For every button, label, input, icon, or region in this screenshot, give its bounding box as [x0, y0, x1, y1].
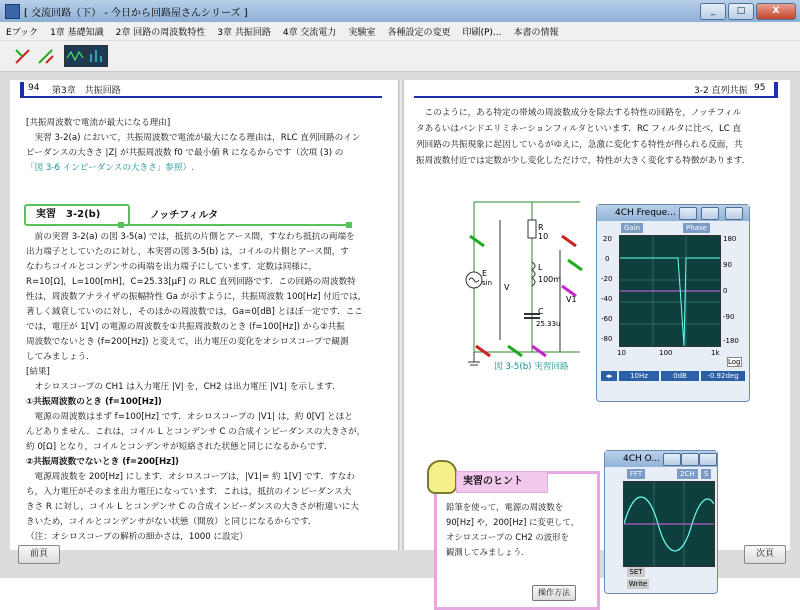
- menu-chapter-3[interactable]: 3章 共振回路: [217, 27, 271, 38]
- body-line: 出力端子としていたのに対し，本実習の図 3-5(b) は，コイルの片側とアース間，す: [26, 247, 349, 257]
- label-c-value: 25.33u: [536, 320, 561, 328]
- y-label: 0: [605, 255, 610, 263]
- analyzer-left-arrow[interactable]: ◂▸: [601, 371, 617, 381]
- right-body-line: タあるいはバンドエリミネーションフィルタといいます．RC フィルタに比べ，LC 直: [416, 124, 742, 134]
- y2-label: -180: [723, 337, 739, 345]
- scope-maximize-button[interactable]: [681, 453, 699, 466]
- hint-line: 観測してみましょう．: [446, 547, 530, 557]
- tab-fft[interactable]: FFT: [627, 469, 645, 479]
- body-line: 約 0[Ω] となり，コイルとコンデンサが短絡された状態と同じになるからです．: [26, 442, 333, 452]
- label-l-value: 100m: [538, 275, 562, 284]
- y-label: 20: [603, 235, 612, 243]
- label-e-sin: sin: [482, 279, 493, 287]
- y-label: -20: [601, 275, 613, 283]
- body-line: 電源周波数を 200[Hz] にします．オシロスコープは，|V1|= 約 1[V] です．すなわ: [26, 472, 355, 482]
- menu-chapter-1[interactable]: 1章 基礎知識: [50, 27, 104, 38]
- window-title-bar[interactable]: [0, 0, 800, 23]
- reason-line-1: 実習 3-2(a) において，共振周波数で電流が最大になる理由は，RLC 直列回路のイン: [26, 133, 361, 143]
- body-line: きさ R に対し，コイル L とコンデンサ C の合成インピーダンスの大きさが桁違いに大: [26, 502, 359, 512]
- body-line: 周波数でないとき (f=200[Hz]) と変えて，出力電圧の変化をオシロスコープで観測: [26, 337, 349, 347]
- body-line: R=10[Ω]，L=100[mH]，C=25.33[μF] の RLC 直列回路です．この回路の周波数特: [26, 277, 356, 287]
- tab-2ch[interactable]: 2CH: [677, 469, 698, 479]
- operation-guide-button[interactable]: 操作方法: [532, 585, 576, 601]
- body-line: 電源の周波数はまず f=100[Hz] です．オシロスコープの |V1| は，約 0[V] とほと: [26, 412, 353, 422]
- label-v1: V1: [566, 295, 577, 304]
- oscilloscope-screen: [623, 481, 715, 567]
- jisshu-label: 実習 3-2(b): [24, 204, 130, 226]
- left-page-header: [10, 80, 398, 98]
- y-label: -60: [601, 315, 613, 323]
- right-body-line: このように，ある特定の帯域の周波数成分を除去する特性の回路を，ノッチフィル: [416, 108, 742, 118]
- hint-line: 鉛筆を使って，電源の周波数を: [446, 502, 564, 512]
- spectrum-icon[interactable]: [86, 45, 108, 67]
- body-line: 著しく減衰していのに対し，そのほかの周波数では，Ga=0[dB] とほぼ一定です．ここ: [26, 307, 363, 317]
- right-page-header: [404, 80, 790, 98]
- app-icon: [5, 4, 20, 19]
- hint-title: 実習のヒント: [456, 471, 548, 493]
- y2-label: 90: [723, 261, 732, 269]
- body-line: 前の実習 3-2(a) の図 3-5(a) では，抵抗の片側とアース間，すなわち抵抗の両端を: [26, 232, 355, 242]
- x-label: 10: [617, 349, 626, 357]
- case-2-heading: ②共振周波数でないとき (f=200[Hz]): [26, 457, 179, 467]
- y-label: -40: [601, 295, 613, 303]
- body-line: オシロスコープの CH1 は入力電圧 |V| を，CH2 は出力電圧 |V1| を示します．: [26, 382, 341, 392]
- maximize-button[interactable]: □: [728, 3, 754, 20]
- body-line: してみましょう．: [26, 352, 95, 362]
- tab-s[interactable]: S: [701, 469, 711, 479]
- analyzer-minimize-button[interactable]: [679, 207, 697, 220]
- analyzer-close-button[interactable]: [725, 207, 743, 220]
- frequency-analyzer-window[interactable]: [596, 204, 750, 402]
- readout-frequency: 10Hz: [619, 371, 659, 381]
- y2-label: -90: [723, 313, 735, 321]
- hint-line: オシロスコープの CH2 の波形を: [446, 532, 569, 542]
- log-toggle[interactable]: Log: [728, 358, 741, 366]
- menu-chapter-4[interactable]: 4章 交流電力: [282, 27, 337, 38]
- readout-gain: 0dB: [661, 371, 699, 381]
- analyzer-maximize-button[interactable]: [701, 207, 719, 220]
- right-body-line: 振周波数付近では定数が少し変化しただけで，特性が大きく変化する特徴があります．: [416, 156, 751, 166]
- tab-phase[interactable]: Phase: [683, 223, 710, 233]
- body-line: 性は，周波数アナライザの振幅特性 Ga が示すように，共振周波数 100[Hz] 付近では，: [26, 292, 367, 302]
- menu-ebook[interactable]: Eブック: [6, 27, 39, 38]
- prev-page-button[interactable]: 前頁: [18, 545, 60, 564]
- minimize-button[interactable]: _: [700, 3, 726, 20]
- label-r: R: [538, 223, 544, 232]
- y2-label: 0: [723, 287, 728, 295]
- jisshu-dot-right: [346, 222, 352, 228]
- jisshu-title: ノッチフィルタ: [150, 210, 219, 221]
- result-heading: [結果]: [26, 367, 50, 377]
- label-r-value: 10: [538, 232, 549, 241]
- scope-4ch-icon[interactable]: [64, 45, 86, 67]
- right-body-line: 列回路の共振現象に起因しているがゆえに，急激に変化する特性が得られる反面，共: [416, 140, 743, 150]
- body-line: きいため，コイルとコンデンサがない状態（開放）と同じになるからです．: [26, 517, 317, 527]
- left-page-number: 94: [28, 83, 40, 93]
- x-label: 1k: [711, 349, 720, 357]
- scope-minimize-button[interactable]: [663, 453, 681, 466]
- oscilloscope-title: 4CH O...: [605, 451, 717, 467]
- body-line: んどありません．これは，コイル L とコンデンサ C の合成インピーダンスの大きさが，: [26, 427, 366, 437]
- menu-chapter-2[interactable]: 2章 回路の周波数特性: [115, 27, 206, 38]
- probe-icons: [462, 224, 602, 364]
- note-line: （注：オシロスコープの解析の細かさは，1000 に設定）: [26, 532, 248, 542]
- y2-label: 180: [723, 235, 737, 243]
- left-page: [10, 80, 398, 550]
- jisshu-dot-left: [118, 222, 124, 228]
- write-button[interactable]: Write: [628, 580, 648, 588]
- jisshu-underline: [122, 224, 348, 226]
- circuit-caption: 図 3-5(b) 実習回路: [494, 362, 569, 372]
- oscilloscope-window[interactable]: [604, 450, 718, 594]
- body-line: なわちコイルとコンデンサの両端を出力端子にしています．定数は同様に，: [26, 262, 318, 272]
- label-e: E: [482, 269, 488, 278]
- label-v: V: [504, 283, 510, 292]
- scope-close-button[interactable]: [699, 453, 717, 466]
- analyzer-title: 4CH Freque...: [597, 205, 749, 221]
- toolbar: [0, 41, 800, 72]
- menu-about[interactable]: 本書の情報: [513, 27, 559, 38]
- probe-tool-icon[interactable]: [35, 45, 57, 67]
- close-button[interactable]: X: [756, 3, 796, 20]
- book-view: [0, 72, 800, 597]
- window-title: [ 交流回路（下） - 今日から回路屋さんシリーズ ]: [24, 8, 248, 19]
- hint-line: 90[Hz] や，200[Hz] に変更して，: [446, 517, 580, 527]
- menu-bar: [0, 22, 800, 41]
- next-page-button[interactable]: 次頁: [744, 545, 786, 564]
- body-line: では，電圧が 1[V] の電源の周波数を①共振周波数のとき (f=100[Hz]) から②共振: [26, 322, 345, 332]
- right-page-number: 95: [754, 83, 766, 93]
- pen-tool-icon[interactable]: [12, 45, 34, 67]
- menu-print[interactable]: 印刷(P)...: [462, 27, 502, 38]
- analyzer-screen: [619, 235, 721, 347]
- menu-settings[interactable]: 各種設定の変更: [387, 27, 451, 38]
- menu-lab[interactable]: 実験室: [348, 27, 376, 38]
- case-1-heading: ①共振周波数のとき (f=100[Hz]): [26, 397, 162, 407]
- set-button[interactable]: SET: [627, 567, 645, 577]
- left-chapter-title: 第3章 共振回路: [52, 86, 121, 96]
- body-line: ち，入力電圧がそのまま出力電圧になっています．これは，抵抗のインピーダンス大: [26, 487, 352, 497]
- label-l: L: [538, 263, 543, 272]
- x-label: 100: [659, 349, 673, 357]
- impedance-figure-link[interactable]: 「図 3-6 インピーダンスの大きさ」参照）.: [26, 163, 194, 173]
- tab-gain[interactable]: Gain: [621, 223, 643, 233]
- reason-line-2: ピーダンスの大きさ |Z| が共振周波数 f0 で最小値 R になるからです（次項 (3) の: [26, 148, 344, 158]
- reason-heading: [共振周波数で電流が最大になる理由]: [26, 118, 171, 128]
- lightbulb-icon: [427, 460, 457, 494]
- readout-phase: -0.92deg: [701, 371, 745, 381]
- label-c: C: [538, 307, 544, 316]
- y-label: -80: [601, 335, 613, 343]
- right-section-title: 3-2 直列共振: [694, 86, 748, 96]
